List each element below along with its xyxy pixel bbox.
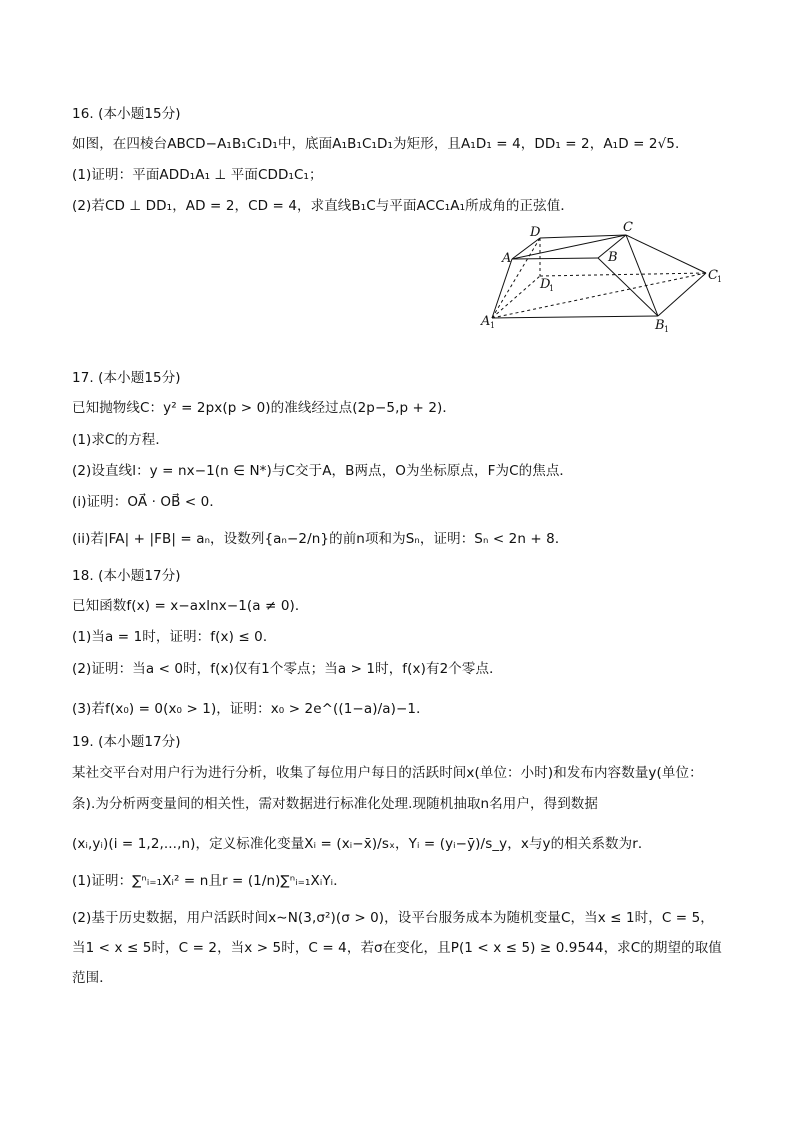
label-D1: D <box>540 277 551 292</box>
problem-18-stem: 已知函数f(x) = x−axlnx−1(a ≠ 0)． <box>72 598 309 614</box>
label-C1-sub: 1 <box>717 275 723 284</box>
problem-18-q2: (2)证明：当a < 0时，f(x)仅有1个零点；当a > 1时，f(x)有2个零点． <box>72 661 503 677</box>
label-B1-sub: 1 <box>664 325 670 334</box>
problem-18-q1: (1)当a = 1时，证明：f(x) ≤ 0． <box>72 629 277 645</box>
problem-18-header: 18. (本小题17分) <box>72 568 181 584</box>
frustum-figure <box>478 218 728 336</box>
problem-18-q3: (3)若f(x₀) = 0(x₀ > 1)，证明：x₀ > 2e^((1−a)/a)−1． <box>72 701 430 717</box>
problem-19-q2: (2)基于历史数据，用户活跃时间x∼N(3,σ²)(σ > 0)，设平台服务成本为随机变量C，当x ≤ 1时，C = 5，当1 < x ≤ 5时，C = 2，当x > 5时，C = 4，若σ在变化，且P(1 < x ≤ 5) ≥ 0.9544，求C的期望的取值范围． <box>72 910 722 986</box>
problem-19-header: 19. (本小题17分) <box>72 734 181 750</box>
problem-17-q2i: (i)证明：OA⃗ · OB⃗ < 0． <box>72 494 223 510</box>
problem-17-q1: (1)求C的方程． <box>72 432 169 448</box>
problem-19-q1: (1)证明：∑ⁿᵢ₌₁Xᵢ² = n且r = (1/n)∑ⁿᵢ₌₁XᵢYᵢ． <box>72 873 347 889</box>
problem-19-stem-b: 条).为分析两变量间的相关性，需对数据进行标准化处理.现随机抽取n名用户，得到数据 <box>72 796 599 812</box>
label-C: C <box>623 220 633 235</box>
label-D: D <box>530 225 541 240</box>
label-A1-sub: 1 <box>490 321 496 330</box>
problem-17-q2ii: (ii)若|FA| + |FB| = aₙ，设数列{aₙ−2/n}的前n项和为Sₙ，证明：Sₙ < 2n + 8． <box>72 531 569 547</box>
label-A: A <box>502 251 512 266</box>
problem-19-stem-a: 某社交平台对用户行为进行分析，收集了每位用户每日的活跃时间x(单位：小时)和发布内容数量y(单位： <box>72 765 703 781</box>
problem-17-header: 17. (本小题15分) <box>72 370 181 386</box>
problem-17-q2: (2)设直线l：y = nx−1(n ∈ N*)与C交于A，B两点，O为坐标原点，F为C的焦点． <box>72 463 574 479</box>
label-B1: B <box>655 318 665 333</box>
label-D1-sub: 1 <box>549 284 555 293</box>
problem-16-stem: 如图，在四棱台ABCD−A₁B₁C₁D₁中，底面A₁B₁C₁D₁为矩形，且A₁D₁ = 4，DD₁ = 2，A₁D = 2√5. <box>72 136 680 152</box>
label-A1: A <box>481 314 491 329</box>
label-B: B <box>608 250 618 265</box>
problem-19-stem-c: (xᵢ,yᵢ)(i = 1,2,...,n)，定义标准化变量Xᵢ = (xᵢ−x̄)/sₓ，Yᵢ = (yᵢ−ȳ)/s_y，x与y的相关系数为r． <box>72 836 652 852</box>
problem-16-q2: (2)若CD ⊥ DD₁，AD = 2，CD = 4，求直线B₁C与平面ACC₁A₁所成角的正弦值． <box>72 198 574 214</box>
problem-16-header: 16. (本小题15分) <box>72 106 181 122</box>
label-C1: C <box>708 268 718 283</box>
problem-16-q1: (1)证明：平面ADD₁A₁ ⊥ 平面CDD₁C₁； <box>72 167 323 183</box>
problem-17-stem: 已知抛物线C：y² = 2px(p > 0)的准线经过点(2p−5,p + 2)． <box>72 400 456 416</box>
